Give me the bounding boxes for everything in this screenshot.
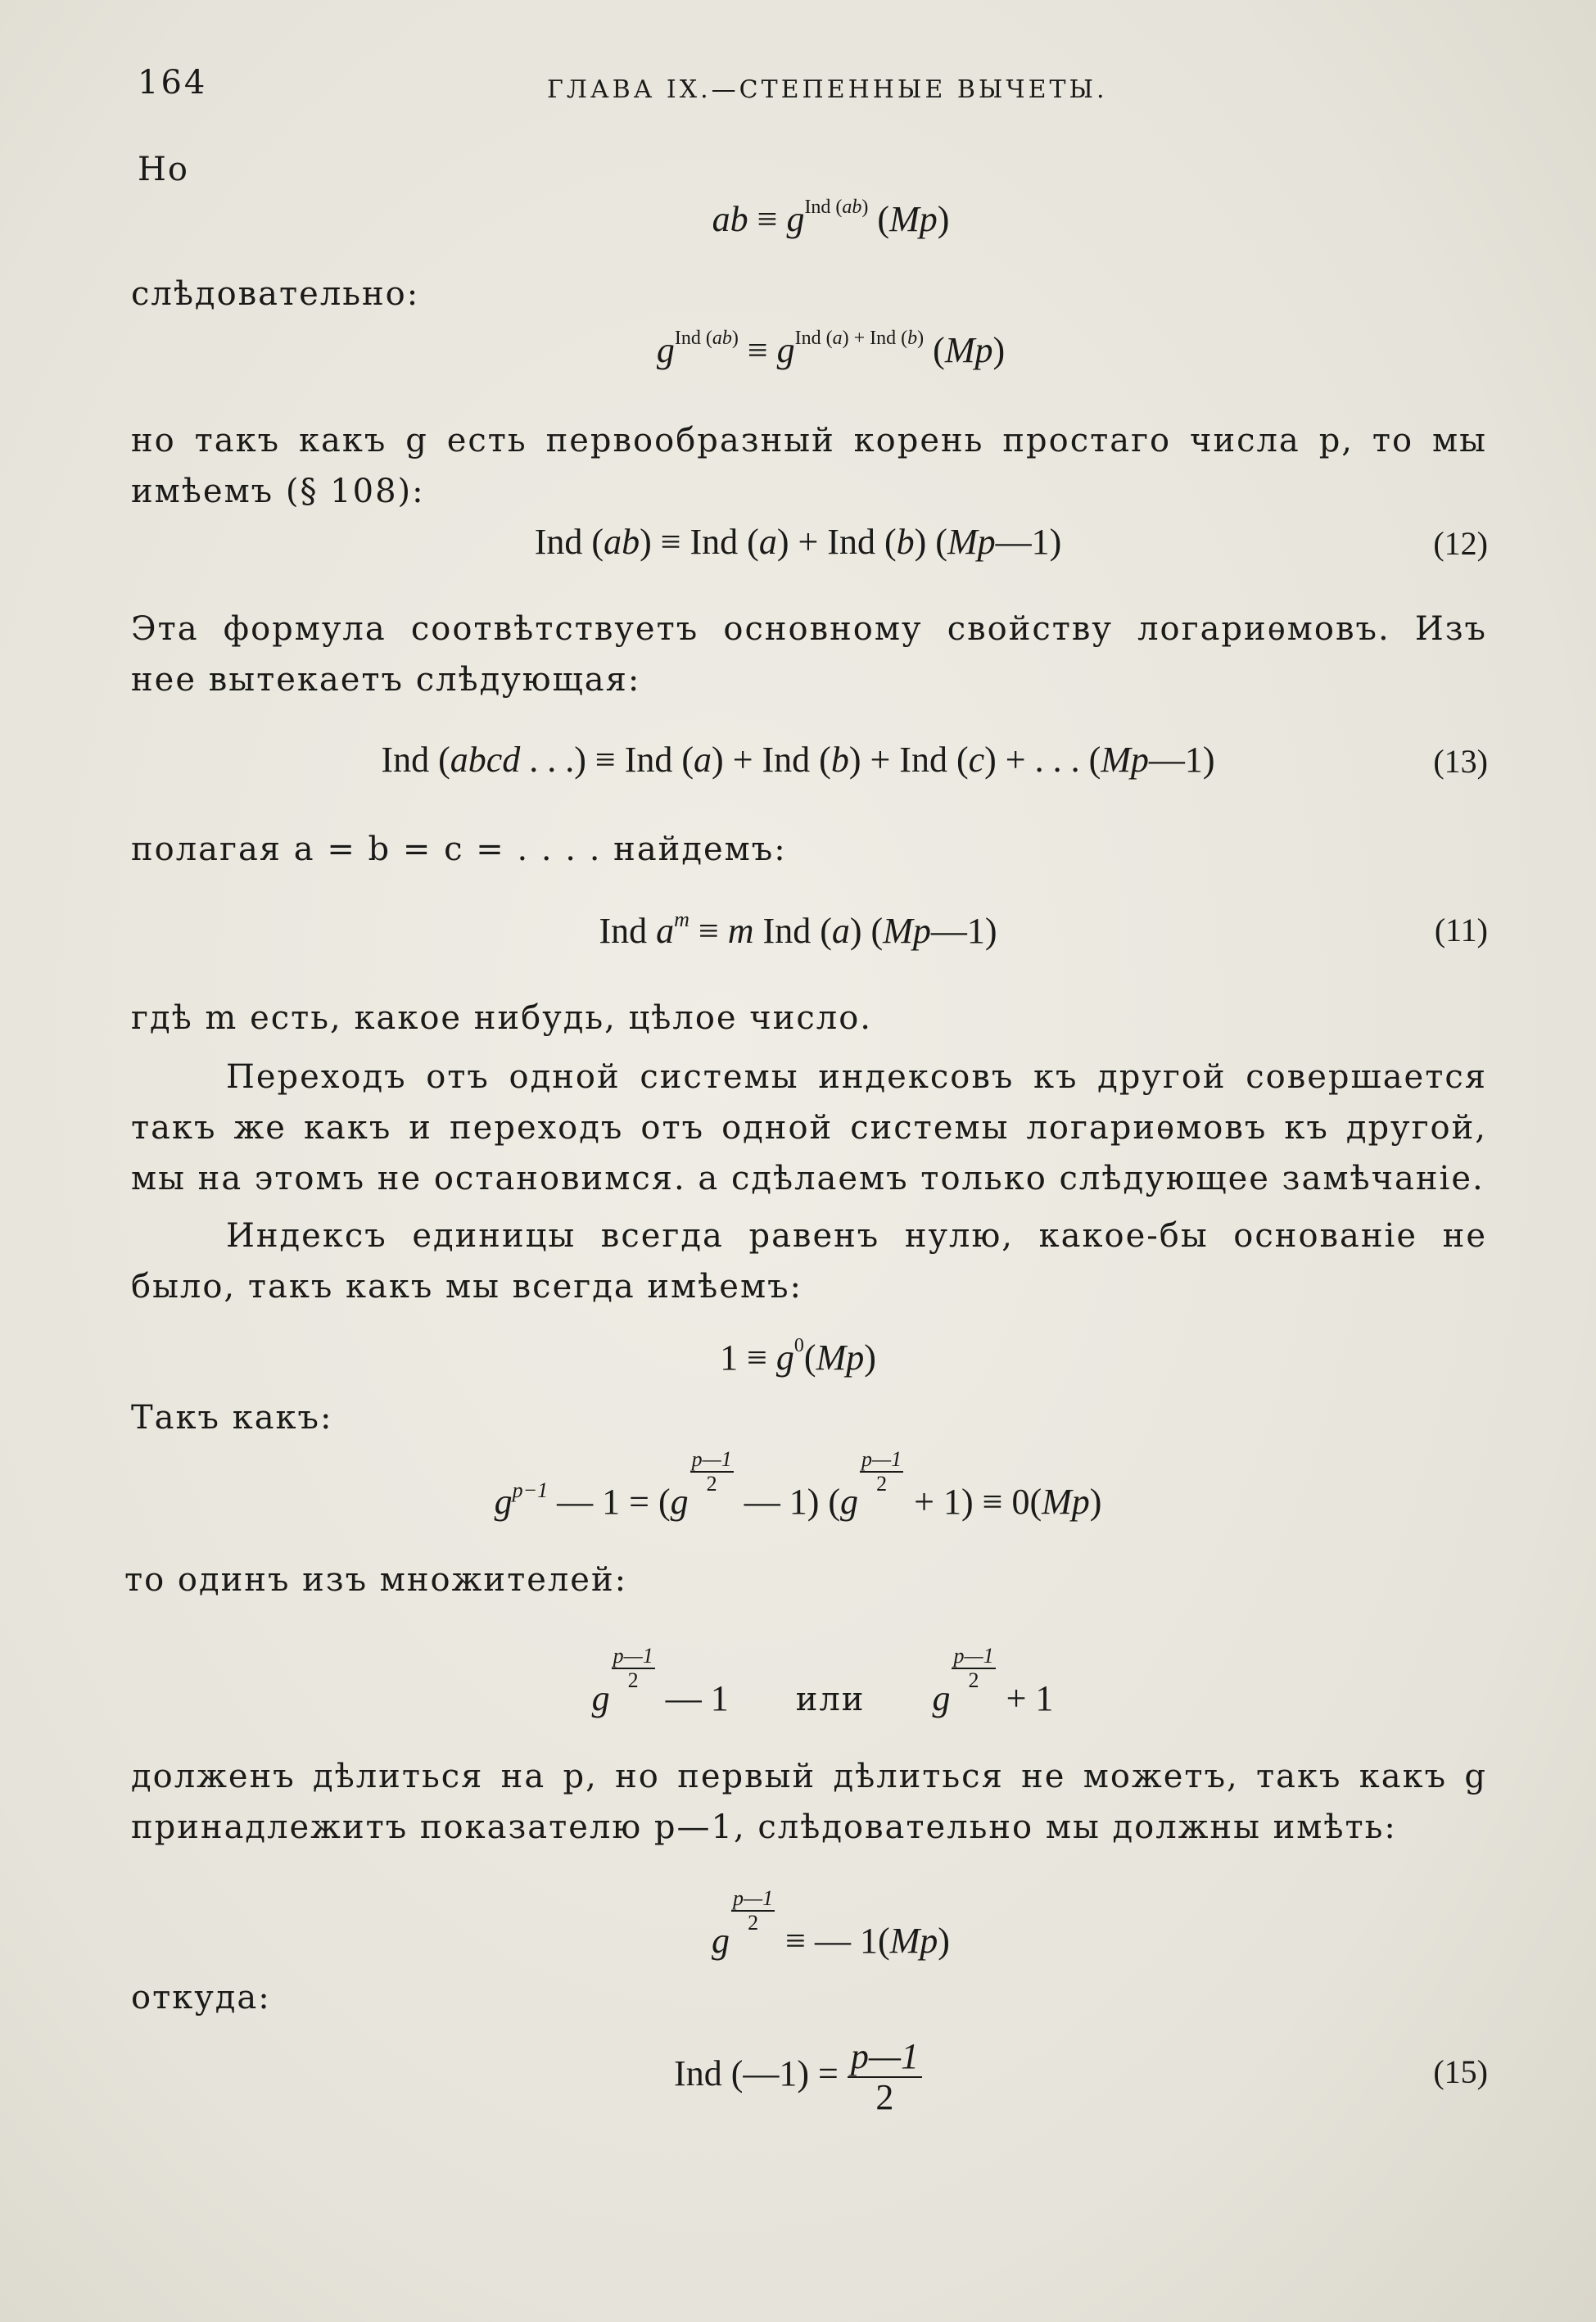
- text-otkuda: откуда:: [131, 1979, 271, 2016]
- formula-1: ab ≡ $g^{Ind (ab)}$ (Mp): [712, 197, 950, 239]
- text-polagaya: полагая a = b = c = . . . . найдемъ:: [131, 831, 787, 868]
- text-sledovatelno: слѣдовательно:: [131, 275, 420, 313]
- formula-3: Ind (ab) ≡ Ind (a) + Ind (b) (Mp—1): [534, 522, 1062, 562]
- text-tak-kak: Такъ какъ:: [131, 1399, 333, 1437]
- chapter-title: ГЛАВА IX.—СТЕПЕННЫЕ ВЫЧЕТЫ.: [547, 75, 1108, 104]
- text-primitive-root: но такъ какъ g есть первообразный корень простаго числа p, то мы имѣемъ (§ 108):: [131, 422, 1487, 510]
- formula-7: $g^{p-1}$ — 1 = (g $\frac{p—1}{2}$ — 1) (g $\frac{p—1}{2}$ + 1) ≡ 0(Mp): [494, 1447, 1102, 1522]
- equation-number-12: (12): [1433, 525, 1488, 562]
- text-no: Но: [138, 151, 189, 188]
- formula-2: $g^{Ind (ab)} \equiv g^{Ind (a) + Ind (b)}$ (Mp): [656, 328, 1006, 370]
- formula-10: Ind (—1) = $\frac{p—1}{2}$: [0, 2033, 1596, 2117]
- equation-number-13: (13): [1433, 743, 1488, 780]
- text-transition: Переходъ отъ одной системы индексовъ къ другой совершается такъ же какъ и переходъ отъ одной системы логариѳмовъ къ другой, мы на этомъ не остановимся. а сдѣлаемъ только слѣдующее замѣчаніе.: [131, 1058, 1487, 1197]
- text-gde-m: гдѣ m есть, какое нибудь, цѣлое число.: [131, 999, 873, 1037]
- page-number: 164: [138, 64, 208, 102]
- text-or: или: [795, 1681, 866, 1718]
- formula-4: Ind (abcd . . .) ≡ Ind (a) + Ind (b) + Ind (c) + . . . (Mp—1): [381, 740, 1215, 780]
- formula-8: g $\frac{p—1}{2}$ — 1 или g $\frac{p—1}{2}$ + 1: [591, 1644, 1054, 1718]
- text-one-of-factors: то одинъ изъ множителей:: [124, 1561, 628, 1599]
- text-index-unit: Индексъ единицы всегда равенъ нулю, какое-бы основаніе не было, такъ какъ мы всегда имѣемъ:: [131, 1217, 1487, 1306]
- formula-5: Ind $a^m \equiv m$ Ind (a) (Mp—1): [599, 908, 997, 951]
- text-divisible: долженъ дѣлиться на p, но первый дѣлиться не можетъ, такъ какъ g принадлежитъ показателю p—1, слѣдовательно мы должны имѣть:: [131, 1758, 1487, 1846]
- formula-6: $1 \equiv g^0(Mp)$: [720, 1335, 876, 1378]
- equation-number-15: (15): [1433, 2053, 1488, 2090]
- equation-number-11: (11): [1434, 912, 1488, 948]
- formula-9: g $\frac{p—1}{2}$ ≡ — 1(Mp): [712, 1886, 950, 1961]
- text-formula-property: Эта формула соотвѣтствуетъ основному свойству логариѳмовъ. Изъ нее вытекаетъ слѣдующая:: [131, 610, 1487, 699]
